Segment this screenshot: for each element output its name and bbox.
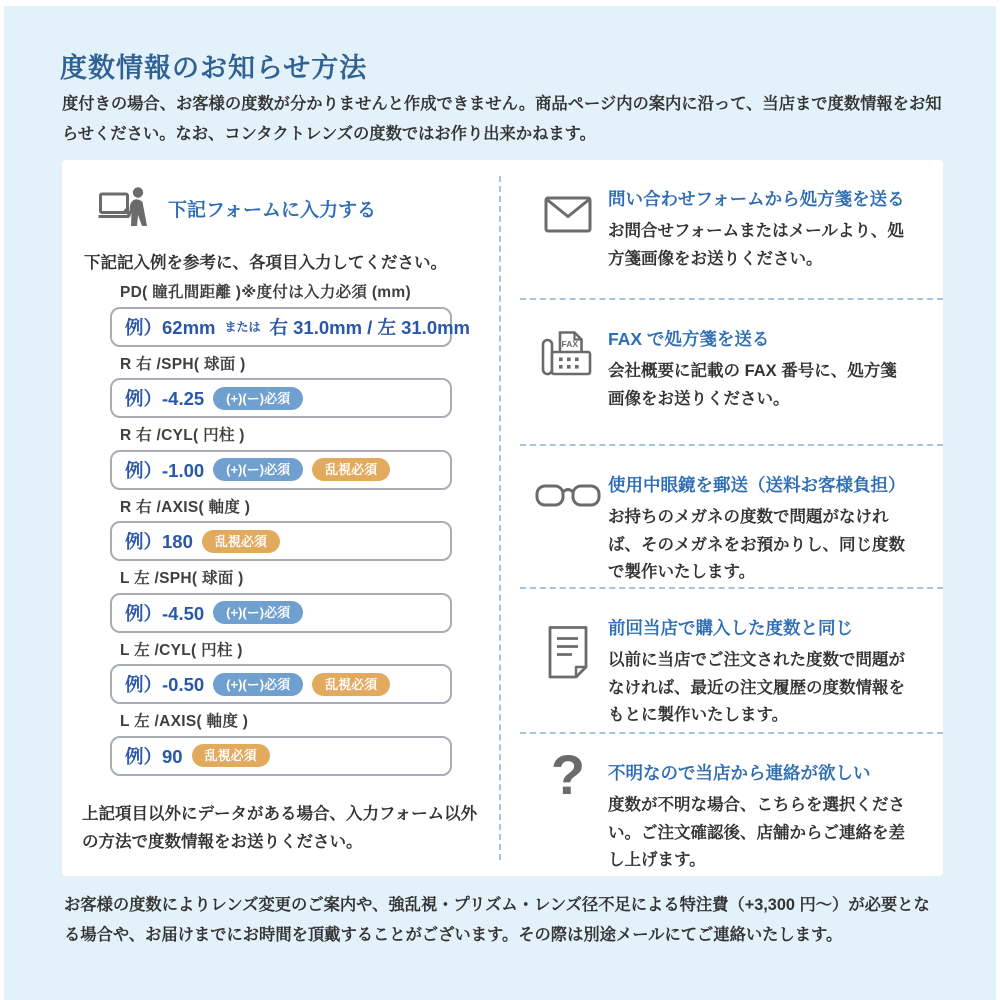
form-fields xyxy=(62,285,499,776)
form-field xyxy=(110,428,499,490)
intro-text: 度付きの場合、お客様の度数が分かりませんと作成できません。商品ページ内の案内に沿って、当店まで度数情報をお知らせください。なお、コンタクトレンズの度数ではお作り出来かねます。 xyxy=(62,95,942,143)
example-value: 例）90 xyxy=(125,745,183,767)
column-divider xyxy=(499,176,501,860)
example-value: 例）180 xyxy=(125,531,193,552)
method-heading: 使用中眼鏡を郵送（送料お客様負担） xyxy=(608,475,906,495)
example-value: 右 31.0mm / 左 31.0mm xyxy=(269,316,471,338)
example-input-box xyxy=(110,521,452,561)
content-panel xyxy=(62,160,943,876)
form-field xyxy=(110,500,499,562)
form-field xyxy=(110,714,499,776)
method-item xyxy=(520,300,943,446)
method-heading: 前回当店で購入した度数と同じ xyxy=(608,618,853,638)
svg-text:FAX: FAX xyxy=(561,339,579,349)
form-section xyxy=(62,160,499,876)
method-heading: 問い合わせフォームから処方箋を送る xyxy=(608,189,905,209)
method-description: 会社概要に記載の FAX 番号に、処方箋画像をお送りください。 xyxy=(608,362,897,408)
example-input-box xyxy=(110,307,471,347)
form-field xyxy=(110,285,499,347)
fax-icon xyxy=(534,326,602,378)
glasses-icon xyxy=(534,482,602,510)
method-description: 度数が不明な場合、こちらを選択ください。ご注文確認後、店舗からご連絡を差し上げます。 xyxy=(608,796,905,870)
method-item xyxy=(520,589,943,734)
question-icon: ? xyxy=(550,743,586,806)
astigmatism-required-badge: 乱視必須 xyxy=(312,673,390,696)
field-label: PD( 瞳孔間距離 )※度付は入力必須 (mm) xyxy=(120,284,411,301)
example-input-box xyxy=(110,593,452,633)
field-label: R 右 /CYL( 円柱 ) xyxy=(120,427,245,444)
footer-note: お客様の度数によりレンズ変更のご案内や、強乱視・プリズム・レンズ径不足による特注費（+3,300 円〜）が必要となる場合や、お届けまでにお時間を頂戴することがございます。その際は別途メールにてご連絡いたします。 xyxy=(64,896,930,944)
form-note: 上記項目以外にデータがある場合、入力フォーム以外の方法で度数情報をお送りください。 xyxy=(82,804,478,851)
example-value: 例）-0.50 xyxy=(125,674,205,695)
method-description: お問合せフォームまたはメールより、処方箋画像をお送りください。 xyxy=(608,222,904,268)
methods-list xyxy=(520,160,943,876)
form-field xyxy=(110,643,499,705)
form-field xyxy=(110,571,499,633)
method-description: 以前に当店でご注文された度数で問題がなければ、最近の注文履歴の度数情報をもとに製作いたします。 xyxy=(608,651,905,725)
field-label: L 左 /AXIS( 軸度 ) xyxy=(120,713,249,730)
astigmatism-required-badge: 乱視必須 xyxy=(202,530,280,553)
form-section-heading: 下記フォームに入力する xyxy=(168,200,377,221)
form-field xyxy=(110,357,499,419)
envelope-icon xyxy=(534,196,602,233)
method-heading: FAX で処方箋を送る xyxy=(608,329,770,349)
example-value: 例）-4.25 xyxy=(125,388,205,409)
example-value: または xyxy=(224,320,261,334)
form-instruction: 下記記入例を参考に、各項目入力してください。 xyxy=(84,254,447,272)
example-input-box xyxy=(110,736,452,776)
field-label: R 右 /AXIS( 軸度 ) xyxy=(120,498,251,516)
sign-required-badge: (+)(ー)必須 xyxy=(213,673,303,696)
method-item xyxy=(520,446,943,589)
document-icon xyxy=(534,625,602,679)
field-label: R 右 /SPH( 球面 ) xyxy=(120,355,246,373)
method-description: お持ちのメガネの度数で問題がなければ、そのメガネをお預かりし、同じ度数で製作いたします。 xyxy=(608,508,905,582)
astigmatism-required-badge: 乱視必須 xyxy=(192,744,270,767)
person-at-computer-icon xyxy=(98,186,148,231)
sign-required-badge: (+)(ー)必須 xyxy=(213,387,303,410)
method-item xyxy=(520,734,943,876)
form-section-header xyxy=(98,186,499,231)
example-input-box xyxy=(110,378,452,418)
page-title: 度数情報のお知らせ方法 xyxy=(60,53,368,83)
method-heading: 不明なので当店から連絡が欲しい xyxy=(608,763,871,783)
example-input-box xyxy=(110,664,452,704)
example-input-box xyxy=(110,450,452,490)
sign-required-badge: (+)(ー)必須 xyxy=(213,458,303,481)
example-value: 例）62mm xyxy=(125,316,216,338)
example-value: 例）-4.50 xyxy=(125,602,205,624)
field-label: L 左 /CYL( 円柱 ) xyxy=(120,641,243,659)
astigmatism-required-badge: 乱視必須 xyxy=(312,458,390,481)
field-label: L 左 /SPH( 球面 ) xyxy=(120,570,244,587)
example-value: 例）-1.00 xyxy=(125,459,205,481)
sign-required-badge: (+)(ー)必須 xyxy=(213,601,303,624)
method-item xyxy=(520,160,943,300)
